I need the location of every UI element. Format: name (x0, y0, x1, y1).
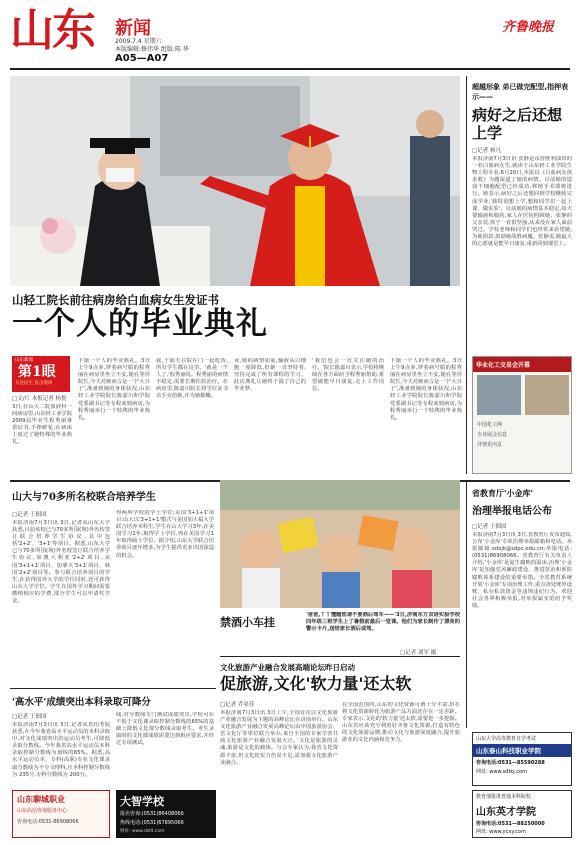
bottom-ad-right1-brand: 山东泰山科技职业学院 (473, 744, 571, 757)
photo2-credit: □记者 刘军 摄 (400, 650, 437, 656)
sidebar-kicker: 超越形象 弟已做完配型,指押表示—— (472, 83, 569, 101)
bottom-ad-right2-tel: 咨询电话:0531—88250000 (476, 821, 545, 827)
masthead-section: 新闻 (115, 18, 151, 39)
bottom-ad-mid-url: 网址: www.dzllt.com (120, 829, 165, 834)
story4-text-2: 在全国范围内,山东的文化资源可谓十分丰富,但在将文化资源转化为旅游产品方面还存在一定差距。专家表示,文化的'软力量'还太软,需要进一步挖掘。山东省应该充分利用好齐鲁文化资源,打造有特色的文化旅游品牌,推动文化与旅游深度融合,提升旅游业的文化内涵和竞争力。 (342, 702, 460, 744)
bottom-ad-left-tel: 咨询电话:0531-86908066 (17, 819, 79, 825)
sidebar-ad-line-3: 详情见内页 (477, 442, 503, 448)
story4-kicker: 文化旅游产业融合发展高端论坛昨日启动 (220, 663, 355, 672)
section-rule-2 (10, 688, 216, 689)
story3-byline: □记者 王佃国 (12, 714, 47, 720)
bottom-ad-mid (116, 790, 216, 838)
lead-column-3: 我,于那天在院在门一起吃饭,所有学生都在这里。'就是一个人了,'程秀丽说。程秀丽的病情不稳定,需要长期住院治疗。在病房里,陈嘉川院长将学位证书亲手交给她,并为她拨穗。 (156, 358, 228, 400)
story4-text: 本报济南7月3日讯 3日上午,全国首次以文化旅游产业融合发展为主题的高峰论坛在济南举行。山东文化旅游产业融合发展高峰论坛由中国旅游协会、省文化厅等单位联合举办,来自全国的专家学者共商文化旅游产业融合发展大计。文化是旅游的灵魂,旅游是文化的载体。与会专家认为,我省文化资源丰富,但文化软实力仍显不足,需加强文化旅游产业融合。 (220, 710, 338, 766)
photo2-caption: '爸爸,丫丫懂醒您请不要酒后驾车——'3日,济南东方双语实验学校四年级三班学生上了暑假前最后一堂课。他们为家长制作了漂亮的警示卡片,送给家长酒后或驾。 (306, 612, 460, 633)
section-rule-3 (220, 656, 460, 657)
sidebar-byline: □记者 杨凡 (472, 148, 501, 154)
bottom-ad-right1-title: 山东大学高等教育自学考试 (476, 736, 537, 742)
masthead-pages: A05—A07 (115, 53, 169, 64)
bottom-ad-right-2 (472, 790, 572, 838)
sidebar-headline: 病好之后还想上学 (472, 106, 563, 142)
children-photo (220, 480, 460, 608)
bottom-ad-mid-tel-1: 报名咨询:(0531)86408066 (120, 811, 184, 817)
masthead-rule (10, 68, 570, 70)
graduation-scene-image (10, 76, 460, 286)
lead-photo (10, 76, 460, 286)
bottom-ad-right-1 (472, 732, 572, 786)
bottom-ad-right2-url: 网址: www.ycxy.com (476, 829, 526, 835)
sidebar-rule (466, 76, 467, 474)
lead-column-6-text: 下她一个人的毕业典礼。3日上午9点多,穿着病号服的程秀丽在病房里坐立不安,她在等待院长,今天对她而言是一个'大日子',准备到她的身体状况,山东轻工业学院院长陈嘉川和学院党委副书记等专程来到病房,为程秀丽举行一个特殊的毕业典礼。 (390, 358, 462, 421)
story3-text-2: 线,对分数线专门测试成绩突出,学校可在不低于文化课录取控制分数线的65%的基础上降低文化课分数线录取考生。考生录取时的文化课成绩需要达到相应要求,并经过专项测试。 (116, 712, 214, 747)
sidebar-text: 本报济南7月3日讯 张静是东营胜利油田的一名白血病女生,就读于山东轻工业学院生物工程专业,6月20日,本报以《白血病女孩求救》为题报道了她的病情。目前她的造血干细胞配型已经成功,移植手术即将进行。她表示,病好之后还想回到学校继续完成学业,'我特别想上学,想和同学们一起上课、做实验'。目前她的病情基本稳定,每天要输液和服药,家人在医院照顾她。张静的父亲说,孩子一直很坚强,从来没在家人面前哭过。学校老师和同学们也经常来看望她,为她捐款,鼓励她战胜病魔。张静说,她最大的心愿就是能早日康复,重新回到课堂上。 (472, 156, 572, 248)
sidebar2-rule (466, 480, 467, 728)
bottom-ad-right2-brand: 山东英才学院 (476, 807, 536, 818)
lead-column-5: '我们也会一直关注她的治疗。'院长陈嘉川表示,学校将继续在各方面给予程秀丽帮助,希望她能早日康复,走上工作岗位。 (312, 358, 384, 393)
masthead-editor: 本版编辑:修伟华 组版:陈 华 (115, 46, 189, 53)
story2-headline: 山大与70多所名校联合培养学生 (12, 492, 156, 503)
sidebar2-kicker: 省教育厅'小金库' (472, 489, 533, 498)
sidebar-ad-line-2: 专业展会信息 (477, 432, 508, 438)
story2-text-2: 得两所学校的学士学位;美国'3+1+1'项目:山大以'3+1+1'模式与美国加大福大学联合培养本科生,学生在山大学习3年,在美国学习1年,取得学士学位,再在美国学习1年取得硕士学位。据介绍,山东大学联合培养项目逐年增多,为学生提供更多出国深造的机会。 (116, 510, 214, 559)
masthead-date: 2009.7.4 星期六 (115, 38, 162, 45)
sidebar2-text: 本报济南7月3日讯 3日,省教育厅发布通知,公布'小金库'专项治理举报邮箱和电话。举报邮箱:sdxjk@sdpc.edu.cn;举报电话:(0531)86908066。省教育厅有关负责人介绍,'小金库'是滋生腐败的温床,治理'小金库'是加强党风廉政建设、推进惩治和预防腐败体系建设的重要举措。全省教育系统开展'小金库'专项治理工作,重点查处账外设账、私存私放资金等违规违纪行为。欢迎社会各界积极举报,对举报属实的给予奖励。 (472, 532, 572, 609)
story3-text: 本报济南7月3日讯 3日,记者从省招考院获悉,在今年我省高水平运动员的本科录取中,对文化成绩突出的运动员考生,可降低录取分数线。今年我省高水平运动员本科录取控制分数线为划线的65%。据悉,高水平运动员本、专科(高职)专业文化课录取分数线为不分文理科,且本科控制分数线为 235分,专科分数线为 200分。 (12, 722, 110, 778)
bottom-ad-right1-url: 网址: www.sdtkj.com (476, 769, 527, 775)
sidebar-ad-title: 华业化工交易会开幕 (473, 357, 571, 372)
bottom-ad-mid-brand: 大智学校 (120, 795, 164, 808)
story2-text: 本报济南7月3日讯 3日,记者从山东大学获悉,目前该校已与70多所国(境)外名校签订联合培养学生协议,其中包括'2+2'、'3+1'等项目。据悉,山东大学已与70多所国(境)外名校签订联合培养学生协议,如澳大利亚'2+2'项目,美国'3+1+1'项目、加拿大'3+1'项目、韩国'2+2'项目等。参与联合培养项目的学生,在获得国外大学的学位同时,还可获得山东大学学位。学生在国外学习期间需要缴纳相应的学费,部分学生可以申请奖学金。 (12, 520, 110, 605)
story4-byline: □记者 乔显佳 (220, 702, 255, 708)
masthead (0, 0, 580, 70)
sidebar2-byline: □记者 王佃国 (472, 524, 507, 530)
sidebar-ad-image (477, 375, 521, 415)
sidebar2-headline: 治理举报电话公布 (472, 506, 552, 517)
bottom-ad-right1-tel: 咨询电话:0531—85590288 (476, 760, 545, 766)
sidebar-ad-image-2 (525, 375, 569, 415)
masthead-brand: 齐鲁晚报 (502, 20, 555, 35)
badge-sub: 关注民生 直击现场 (15, 381, 53, 386)
sidebar-ad (472, 356, 572, 474)
bottom-ad-mid-tel-2: 热线电话:(0531)67895066 (120, 820, 184, 826)
bottom-ad-left (12, 790, 110, 838)
lead-kicker: 山轻工院长前往病房给白血病女生发证书 (12, 293, 219, 307)
lead-byline: □文/片 本报记者 杨悦 (12, 396, 67, 402)
masthead-logo: 山东 (10, 5, 94, 56)
lead-column-2: 下她一个人的毕业典礼。3日上午9点多,穿着病号服的程秀丽在病房里坐立不安,她在等待院长,今天对她而言是一个'大日子',准备到她的身体状况,山东轻工业学院院长陈嘉川和学院党委副书记等专程来到病房,为程秀丽举行一个特殊的毕业典礼。 (78, 358, 150, 421)
lead-column-1: 3日,在山大二院血液科一间病房里,山东轻工业学院2009届毕业生程秀丽拿着证书,手捧鲜花,在病床上度过了她特殊的毕业典礼。 (12, 404, 72, 446)
bottom-ad-left-brand: 山东聊城职业 (17, 795, 65, 804)
photo2-caption-title: 禁酒小车挂 (220, 616, 275, 629)
story3-headline: '高水平'成绩突出本科录取可降分 (12, 697, 151, 708)
first-look-badge (12, 356, 70, 392)
sidebar-ad-line-1: 中国化工网 (477, 422, 503, 428)
bottom-ad-left-sub: 山东高招咨询服务中心 (17, 808, 68, 814)
bottom-ad-right2-title: 教育部批准普通本科院校 (476, 794, 532, 800)
lead-column-4: 业,她的病情加重,输液从白细胞一度降低,但她一直坚持着,坚持完成了所有课程的学习。此次典礼让她终于圆了自己的毕业梦。 (234, 358, 306, 393)
story2-byline: □记者 王佃国 (12, 512, 47, 518)
lead-headline: 一个人的毕业典礼 (12, 306, 268, 342)
badge-top: 山东新闻 (15, 358, 33, 363)
lead-column-6 (390, 358, 462, 474)
story4-headline: 促旅游,文化'软力量'还太软 (220, 674, 412, 693)
children-cards-image (220, 480, 460, 608)
badge-main: 第1眼 (18, 364, 56, 380)
